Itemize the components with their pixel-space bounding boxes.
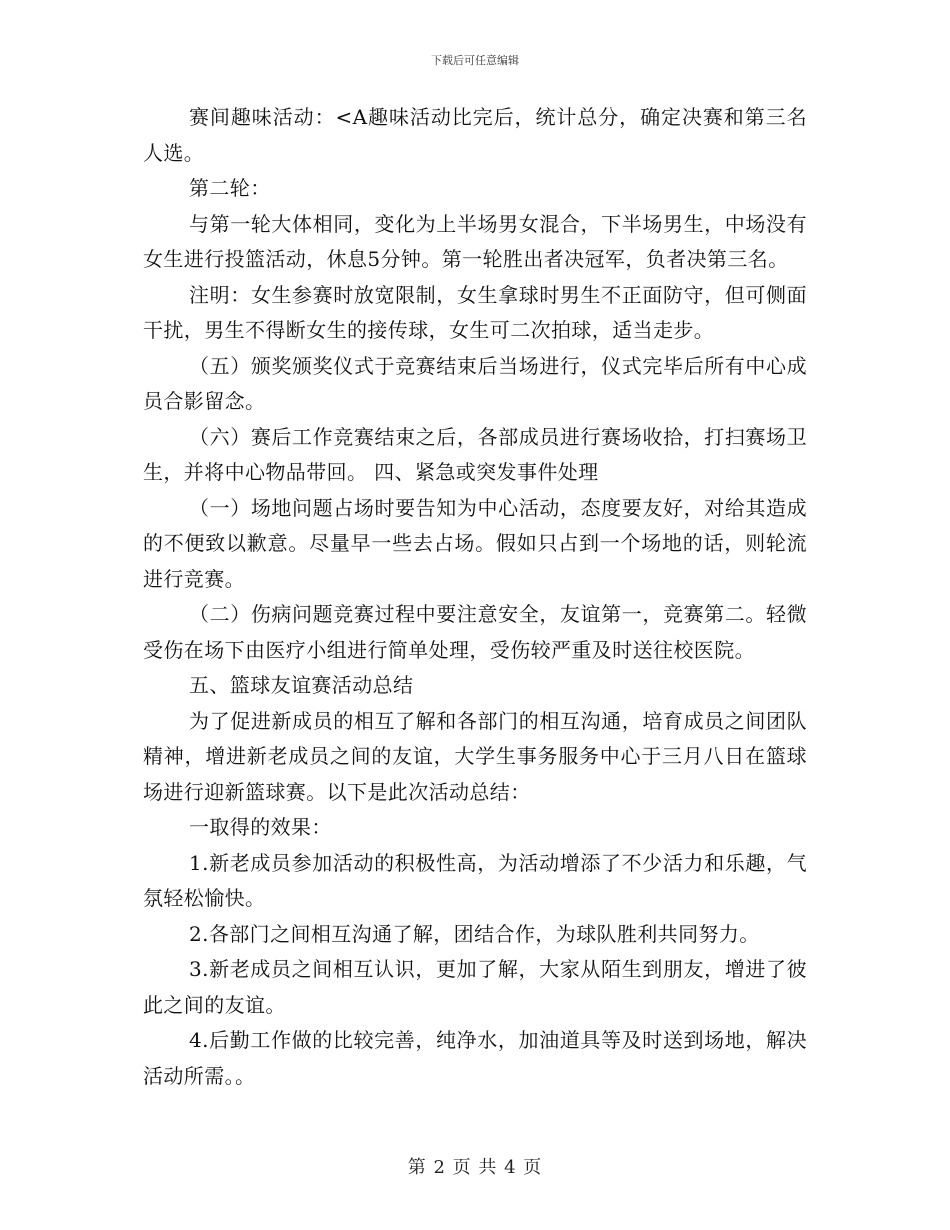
paragraph-round-two-rules: 与第一轮大体相同，变化为上半场男女混合，下半场男生，中场没有女生进行投篮活动，休息5分钟。第一轮胜出者决冠军，负者决第三名。 [143, 211, 807, 271]
list-item-effect-3: 3.新老成员之间相互认识，更加了解，大家从陌生到朋友，增进了彼此之间的友谊。 [143, 957, 807, 1017]
document-body [143, 100, 807, 1094]
paragraph-effects-heading: 一取得的效果： [189, 815, 332, 839]
paragraph-round-two-heading: 第二轮： [189, 176, 271, 200]
page-footer: 第 2 页 共 4 页 [407, 1157, 543, 1178]
paragraph-summary-intro: 为了促进新成员的相互了解和各部门的相互沟通，培育成员之间团队精神，增进新老成员之间的友谊，大学生事务服务中心于三月八日在篮球场进行迎新篮球赛。以下是此次活动总结： [143, 708, 807, 804]
list-item-effect-4: 4.后勤工作做的比较完善，纯净水，加油道具等及时送到场地，解决活动所需。。 [143, 1028, 807, 1088]
paragraph-post-game-work: （六）赛后工作竞赛结束之后，各部成员进行赛场收拾，打扫赛场卫生，并将中心物品带回。 四、紧急或突发事件处理 [143, 424, 807, 484]
paragraph-venue-issues: （一）场地问题占场时要告知为中心活动，态度要友好，对给其造成的不便致以歉意。尽量早一些去占场。假如只占到一个场地的话，则轮流进行竞赛。 [143, 495, 807, 591]
paragraph-injury-issues: （二）伤病问题竞赛过程中要注意安全，友谊第一，竞赛第二。轻微受伤在场下由医疗小组进行简单处理，受伤较严重及时送往校医院。 [143, 602, 807, 662]
list-item-effect-2: 2.各部门之间相互沟通了解，团结合作，为球队胜利共同努力。 [189, 921, 760, 946]
page-header: 下载后可任意编辑 [431, 54, 519, 67]
list-item-effect-1: 1.新老成员参加活动的积极性高，为活动增添了不少活力和乐趣，气氛轻松愉快。 [143, 850, 807, 910]
section-heading-summary: 五、篮球友谊赛活动总结 [189, 673, 414, 697]
paragraph-award-ceremony: （五）颁奖颁奖仪式于竞赛结束后当场进行，仪式完毕后所有中心成员合影留念。 [143, 353, 807, 413]
paragraph-note: 注明：女生参赛时放宽限制，女生拿球时男生不正面防守，但可侧面干扰，男生不得断女生的接传球，女生可二次拍球，适当走步。 [143, 282, 807, 342]
paragraph-interlude-activity: 赛间趣味活动：<A趣味活动比完后，统计总分，确定决赛和第三名人选。 [143, 105, 807, 165]
